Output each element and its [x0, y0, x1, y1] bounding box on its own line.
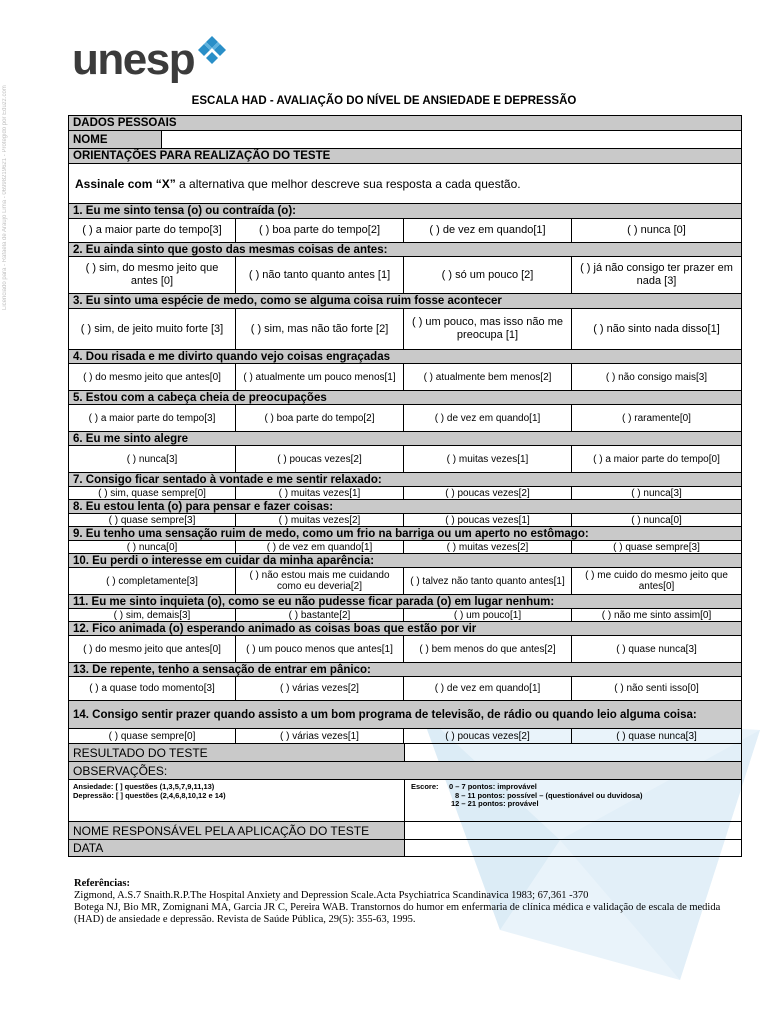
answer-option[interactable]: ( ) me cuido do mesmo jeito que antes[0]	[585, 570, 728, 592]
escore-3: 12 – 21 pontos: provável	[451, 799, 539, 808]
answer-option[interactable]: ( ) não tanto quanto antes [1]	[236, 257, 404, 293]
answer-option[interactable]: ( ) a maior parte do tempo[3]	[69, 219, 236, 242]
answer-option[interactable]: ( ) sim, do mesmo jeito que antes [0]	[69, 257, 236, 293]
question-2: 2. Eu ainda sinto que gosto das mesmas coisas de antes:	[69, 243, 741, 257]
answer-option[interactable]: ( ) muitas vezes[2]	[236, 514, 404, 526]
answer-option[interactable]: ( ) quase sempre[0]	[69, 729, 236, 743]
answer-option[interactable]: ( ) atualmente bem menos[2]	[404, 364, 572, 390]
reference-2: Botega NJ, Bio MR, Zomignani MA, Garcia JR C, Pereira WAB. Transtornos do humor em enfermaria de clínica médica e validação de escala de medida (HAD) de ansiedade e depressão. Revista de Saúde Pública, 29(5): 355-63, 1995.	[74, 902, 721, 925]
answer-option[interactable]: ( ) não sinto nada disso[1]	[593, 322, 720, 335]
answer-option[interactable]: ( ) já não consigo ter prazer em nada [3]	[580, 262, 733, 287]
responsavel-field[interactable]	[405, 822, 741, 839]
page-title: ESCALA HAD - AVALIAÇÃO DO NÍVEL DE ANSIEDADE E DEPRESSÃO	[191, 95, 577, 107]
answer-option[interactable]: ( ) poucas vezes[2]	[404, 729, 572, 743]
references	[74, 878, 734, 926]
answer-option[interactable]: ( ) poucas vezes[2]	[236, 446, 404, 472]
question-12: 12. Fico animada (o) esperando animado as coisas boas que estão por vir	[69, 622, 741, 636]
answer-option[interactable]: ( ) nunca[0]	[69, 541, 236, 553]
answer-option[interactable]: ( ) atualmente um pouco menos[1]	[236, 364, 404, 390]
license-watermark: Licenciado para - Rafaela de Araujo Lima - 06998219621 - Protegido por Eduzz.com	[2, 85, 8, 310]
answer-option[interactable]: ( ) sim, mas não tão forte [2]	[236, 309, 404, 349]
answer-option[interactable]: ( ) a maior parte do tempo[0]	[593, 453, 720, 465]
question-13-options	[69, 677, 741, 701]
answer-option[interactable]: ( ) várias vezes[2]	[236, 677, 404, 700]
had-form-table	[68, 115, 742, 857]
section-orientacoes: ORIENTAÇÕES PARA REALIZAÇÃO DO TESTE	[69, 149, 741, 164]
logo-diamond-icon	[196, 36, 228, 66]
question-2-options	[69, 257, 741, 294]
instruction-row	[69, 164, 741, 204]
answer-option[interactable]: ( ) de vez em quando[1]	[404, 219, 572, 242]
data-field[interactable]	[405, 840, 741, 856]
references-heading: Referências:	[74, 878, 130, 889]
question-13: 13. De repente, tenho a sensação de entrar em pânico:	[69, 663, 741, 677]
answer-option[interactable]: ( ) completamente[3]	[69, 568, 236, 594]
question-1: 1. Eu me sinto tensa (o) ou contraída (o):	[69, 204, 741, 219]
answer-option[interactable]: ( ) várias vezes[1]	[236, 729, 404, 743]
question-1-options	[69, 219, 741, 243]
instruction-text: a alternativa que melhor descreve sua resposta a cada questão.	[175, 176, 521, 191]
question-4-options	[69, 364, 741, 391]
answer-option[interactable]: ( ) a maior parte do tempo[3]	[69, 405, 236, 431]
question-11-options	[69, 609, 741, 622]
resultado-label: RESULTADO DO TESTE	[69, 744, 405, 761]
answer-option[interactable]: ( ) boa parte do tempo[2]	[236, 219, 404, 242]
answer-option[interactable]: ( ) muitas vezes[1]	[404, 446, 572, 472]
answer-option[interactable]: ( ) não consigo mais[3]	[605, 371, 708, 383]
answer-option[interactable]: ( ) quase nunca[3]	[616, 730, 697, 742]
escore-legend	[405, 780, 741, 821]
answer-option[interactable]: ( ) não estou mais me cuidando como eu deveria[2]	[236, 568, 404, 594]
answer-option[interactable]: ( ) quase sempre[3]	[613, 541, 700, 553]
unesp-logo	[72, 36, 228, 84]
answer-option[interactable]: ( ) a quase todo momento[3]	[69, 677, 236, 700]
question-8: 8. Eu estou lenta (o) para pensar e fazer coisas:	[69, 500, 741, 514]
answer-option[interactable]: ( ) boa parte do tempo[2]	[236, 405, 404, 431]
nome-label: NOME	[69, 131, 162, 148]
question-6: 6. Eu me sinto alegre	[69, 432, 741, 446]
answer-option[interactable]: ( ) muitas vezes[2]	[404, 541, 572, 553]
answer-option[interactable]: ( ) poucas vezes[2]	[404, 487, 572, 499]
question-groups	[69, 780, 405, 821]
question-10-options	[69, 568, 741, 595]
answer-option[interactable]: ( ) não me sinto assim[0]	[601, 609, 712, 621]
escore-label: Escore:	[411, 782, 439, 791]
question-9: 9. Eu tenho uma sensação ruim de medo, como um frio na barriga ou um aperto no estômago:	[69, 527, 741, 541]
answer-option[interactable]: ( ) quase sempre[3]	[69, 514, 236, 526]
data-row	[69, 840, 741, 857]
resultado-row	[69, 744, 741, 762]
question-5-options	[69, 405, 741, 432]
logo-wordmark: unesp	[72, 35, 195, 84]
answer-option[interactable]: ( ) só um pouco [2]	[404, 257, 572, 293]
answer-option[interactable]: ( ) nunca[3]	[69, 446, 236, 472]
question-10: 10. Eu perdi o interesse em cuidar da minha aparência:	[69, 554, 741, 568]
question-6-options	[69, 446, 741, 473]
answer-option[interactable]: ( ) um pouco[1]	[404, 609, 572, 621]
question-5: 5. Estou com a cabeça cheia de preocupações	[69, 391, 741, 405]
answer-option[interactable]: ( ) sim, quase sempre[0]	[69, 487, 236, 499]
question-8-options	[69, 514, 741, 527]
section-dados-pessoais: DADOS PESSOAIS	[69, 116, 741, 131]
reference-1: Zigmond, A.S.7 Snaith.R.P.The Hospital Anxiety and Depression Scale.Acta Psychiatrica Scandinavica 1983; 67,361 -370	[74, 890, 589, 901]
answer-option[interactable]: ( ) quase nunca[3]	[616, 643, 697, 655]
question-9-options	[69, 541, 741, 554]
answer-option[interactable]: ( ) bastante[2]	[236, 609, 404, 621]
question-4: 4. Dou risada e me divirto quando vejo coisas engraçadas	[69, 350, 741, 364]
nome-field[interactable]	[162, 131, 741, 148]
answer-option[interactable]: ( ) de vez em quando[1]	[404, 405, 572, 431]
answer-option[interactable]: ( ) nunca[3]	[631, 487, 682, 499]
question-14: 14. Consigo sentir prazer quando assisto a um bom programa de televisão, de rádio ou quando leio alguma coisa:	[69, 701, 741, 729]
answer-option[interactable]: ( ) nunca[0]	[631, 514, 682, 526]
answer-option[interactable]: ( ) sim, demais[3]	[69, 609, 236, 621]
question-11: 11. Eu me sinto inquieta (o), como se eu não pudesse ficar parada (o) em lugar nenhum:	[69, 595, 741, 609]
question-7: 7. Consigo ficar sentado à vontade e me sentir relaxado:	[69, 473, 741, 487]
question-12-options	[69, 636, 741, 663]
answer-option[interactable]: ( ) nunca [0]	[627, 224, 686, 236]
responsavel-label: NOME RESPONSÁVEL PELA APLICAÇÃO DO TESTE	[69, 822, 405, 839]
answer-option[interactable]: ( ) do mesmo jeito que antes[0]	[69, 364, 236, 390]
responsavel-row	[69, 822, 741, 840]
answer-option[interactable]: ( ) um pouco menos que antes[1]	[236, 636, 404, 662]
answer-option[interactable]: ( ) bem menos do que antes[2]	[404, 636, 572, 662]
question-3: 3. Eu sinto uma espécie de medo, como se alguma coisa ruim fosse acontecer	[69, 294, 741, 309]
questions-list	[69, 204, 741, 744]
nome-row	[69, 131, 741, 149]
escore-1: 0 – 7 pontos: improvável	[448, 782, 537, 791]
answer-option[interactable]: ( ) raramente[0]	[622, 412, 691, 424]
answer-option[interactable]: ( ) de vez em quando[1]	[404, 677, 572, 700]
answer-option[interactable]: ( ) talvez não tanto quanto antes[1]	[404, 568, 572, 594]
instruction-bold: Assinale com “X”	[75, 176, 176, 191]
data-label: DATA	[69, 840, 405, 856]
escore-2: 8 – 11 pontos: possível – (questionável ou duvidosa)	[455, 790, 643, 800]
answer-option[interactable]: ( ) de vez em quando[1]	[236, 541, 404, 553]
answer-option[interactable]: ( ) muitas vezes[1]	[236, 487, 404, 499]
answer-option[interactable]: ( ) sim, de jeito muito forte [3]	[69, 309, 236, 349]
answer-option[interactable]: ( ) poucas vezes[1]	[404, 514, 572, 526]
observacoes-label: OBSERVAÇÕES:	[69, 762, 741, 780]
depressao-text: Depressão: [ ] questões (2,4,6,8,10,12 e 14)	[73, 790, 226, 800]
question-7-options	[69, 487, 741, 500]
answer-option[interactable]: ( ) do mesmo jeito que antes[0]	[69, 636, 236, 662]
question-3-options	[69, 309, 741, 350]
resultado-field[interactable]	[405, 744, 741, 761]
answer-option[interactable]: ( ) um pouco, mas isso não me preocupa [1]	[404, 309, 572, 349]
question-14-options	[69, 729, 741, 744]
score-legend-row	[69, 780, 741, 822]
ansiedade-text: Ansiedade: [ ] questões (1,3,5,7,9,11,13)	[73, 782, 215, 791]
answer-option[interactable]: ( ) não senti isso[0]	[614, 683, 699, 694]
